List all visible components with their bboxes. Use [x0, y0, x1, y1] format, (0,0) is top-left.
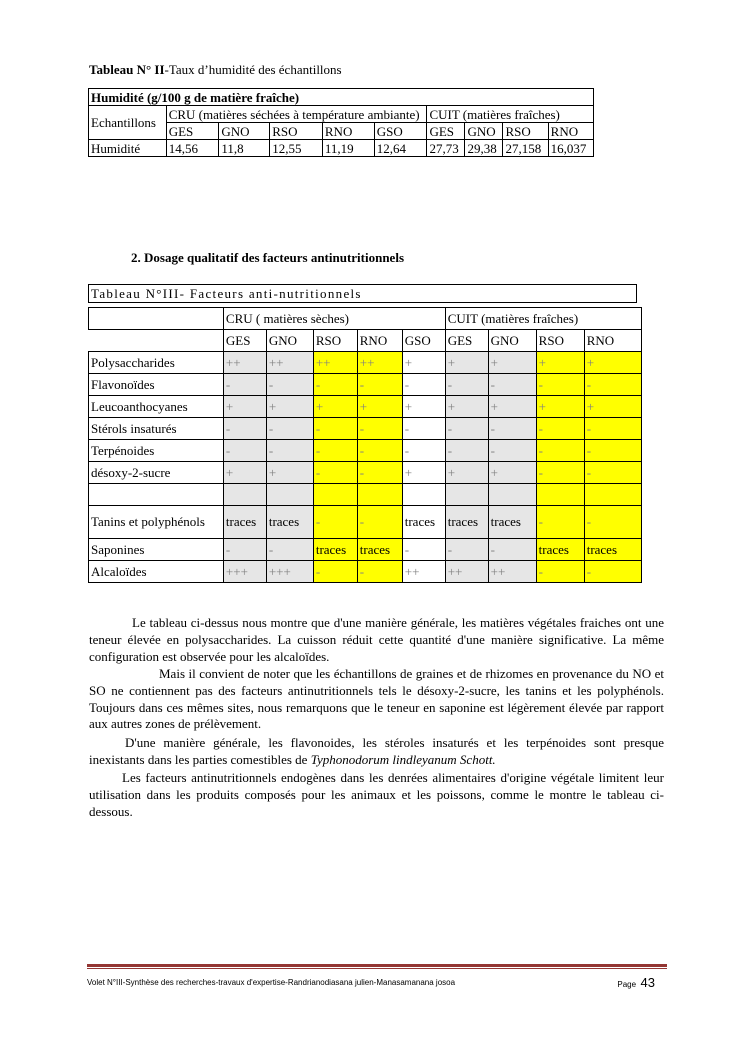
table3-row-label: Leucoanthocyanes [89, 396, 224, 418]
table3-cell: - [445, 418, 488, 440]
table3-row [89, 396, 642, 418]
table3-cell: - [536, 440, 584, 462]
table3-row-label: Saponines [89, 539, 224, 561]
table3-cell [223, 484, 266, 506]
table3-cell: - [445, 440, 488, 462]
antinutrition-table [88, 307, 642, 583]
humidity-col-header: RSO [270, 123, 323, 140]
footer-text: Volet N°III-Synthèse des recherches-travaux d'expertise-Randrianodiasana julien-Manasamanana josoa [87, 978, 456, 987]
table3-col-header: GNO [488, 330, 536, 352]
humidity-table [88, 88, 594, 157]
table2-caption-rest: -Taux d’humidité des échantillons [164, 62, 342, 77]
table3-cell: - [357, 506, 402, 539]
table3-cell: ++ [357, 352, 402, 374]
table3-col-header: RNO [357, 330, 402, 352]
table3-cell: - [584, 440, 641, 462]
table3-group-row [89, 308, 642, 330]
table3-cell: traces [536, 539, 584, 561]
table3-cell: + [402, 396, 445, 418]
table3-row-label: Stérols insaturés [89, 418, 224, 440]
table3-cell: + [223, 396, 266, 418]
table3-col-header: RNO [584, 330, 641, 352]
table3-cell: - [357, 374, 402, 396]
table3-cell: - [223, 374, 266, 396]
table3-row-label: Flavonoïdes [89, 374, 224, 396]
table3-title: Tableau N°III- Facteurs anti-nutritionnels [88, 284, 637, 303]
table3-cell: - [584, 462, 641, 484]
page-number-value: 43 [640, 975, 655, 990]
table3-cell: ++ [266, 352, 313, 374]
page-number [617, 975, 655, 990]
table3-cell: + [402, 352, 445, 374]
table3-col-header: GNO [266, 330, 313, 352]
paragraph-4: Les facteurs antinutritionnels endogènes dans les denrées alimentaires d'origine végétale limitent leur utilisation dans les produits composés pour les animaux et les poissons, comme le montre le tableau ci-dessous. [89, 770, 664, 819]
table3-cell: + [445, 352, 488, 374]
table3-cell: + [445, 396, 488, 418]
humidity-col-header: GES [166, 123, 219, 140]
table3-cell: - [266, 539, 313, 561]
humidity-value: 11,8 [219, 140, 270, 157]
table3-cell [313, 484, 357, 506]
table3-cell: + [445, 462, 488, 484]
table3-row [89, 374, 642, 396]
humidity-value: 12,64 [374, 140, 427, 157]
table3-columns-row [89, 330, 642, 352]
humidity-values-row [89, 140, 594, 157]
paragraph-2: Mais il convient de noter que les échantillons de graines et de rhizomes en provenance du NO et SO ne contiennent pas des facteurs antinutritionnels tels le désoxy-2-sucre, les tanins et les polyphénols. Toujours dans ces mêmes sites, nous remarquons que le teneur en saponine est légèrement élevée par rapport aux autres zones de prélèvement. [89, 666, 664, 732]
humidity-col-header: RNO [548, 123, 593, 140]
table3-empty-corner [89, 308, 224, 330]
table3-cell: - [402, 374, 445, 396]
table3-cell [445, 484, 488, 506]
table3-cell: - [445, 539, 488, 561]
table3-row-label: Tanins et polyphénols [89, 506, 224, 539]
table3-cell: - [313, 561, 357, 583]
humidity-value: 16,037 [548, 140, 593, 157]
humidity-value: 11,19 [322, 140, 374, 157]
humidity-col-header: RNO [322, 123, 374, 140]
table3-cell: traces [266, 506, 313, 539]
table3-cell: - [584, 561, 641, 583]
table3-cell: - [536, 374, 584, 396]
table3-cell: - [584, 418, 641, 440]
table3-cell: traces [223, 506, 266, 539]
table3-row-label: Polysaccharides [89, 352, 224, 374]
footer-rule [87, 964, 667, 969]
table3-cell: - [536, 462, 584, 484]
table3-cell [266, 484, 313, 506]
humidity-col-header: GNO [219, 123, 270, 140]
table3-cell: - [536, 418, 584, 440]
table3-cell: + [266, 396, 313, 418]
table3-cell: +++ [266, 561, 313, 583]
table3-cell: - [488, 440, 536, 462]
humidity-col-header: GES [427, 123, 465, 140]
table3-cell: - [357, 462, 402, 484]
humidity-value: 27,158 [503, 140, 548, 157]
table3-row [89, 539, 642, 561]
table3-cell: + [536, 352, 584, 374]
table3-cru-label: CRU ( matières sèches) [223, 308, 445, 330]
table3-cell: + [584, 352, 641, 374]
table3-cell: traces [584, 539, 641, 561]
table3-cell: - [223, 440, 266, 462]
section-heading: 2. Dosage qualitatif des facteurs antinutritionnels [131, 250, 404, 265]
table3-cell: + [488, 352, 536, 374]
table3-row [89, 440, 642, 462]
table3-cell: - [223, 539, 266, 561]
table3-cell: - [584, 506, 641, 539]
page-label: Page [617, 980, 637, 989]
table3-cell: traces [402, 506, 445, 539]
table3-cell [402, 484, 445, 506]
table3-row [89, 352, 642, 374]
table3-cell: + [402, 462, 445, 484]
table3-cell: + [223, 462, 266, 484]
table3-cell: - [536, 561, 584, 583]
table3-row [89, 418, 642, 440]
humidity-value: 29,38 [465, 140, 503, 157]
table3-row-label: Terpénoides [89, 440, 224, 462]
table3-cell: - [445, 374, 488, 396]
table3-cell: - [266, 440, 313, 462]
paragraph-3 [89, 735, 664, 769]
table3-row-label: désoxy-2-sucre [89, 462, 224, 484]
humidity-value: 14,56 [166, 140, 219, 157]
table3-row-label: Alcaloïdes [89, 561, 224, 583]
table3-cell: - [357, 561, 402, 583]
cru-label: CRU (matières séchées à température ambiante) [166, 106, 427, 123]
table3-col-header: RSO [313, 330, 357, 352]
table3-row [89, 561, 642, 583]
humidity-col-header: RSO [503, 123, 548, 140]
table3-cell: traces [488, 506, 536, 539]
humidite-label: Humidité [89, 140, 167, 157]
table3-cell: + [584, 396, 641, 418]
table3-empty-col [89, 330, 224, 352]
table3-cell: + [488, 396, 536, 418]
humidity-value: 12,55 [270, 140, 323, 157]
table3-cell [584, 484, 641, 506]
table3-col-header: GES [223, 330, 266, 352]
table3-cell: ++ [445, 561, 488, 583]
table3-cell: traces [313, 539, 357, 561]
paragraph-1: Le tableau ci-dessus nous montre que d'une manière générale, les matières végétales fraiches ont une teneur élevée en polysaccharides. La cuisson réduit cette quantité d'une manière significative. La même configuration est observée pour les alcaloïdes. [89, 615, 664, 664]
table3-cell [488, 484, 536, 506]
table3-cell: - [488, 374, 536, 396]
humidity-value: 27,73 [427, 140, 465, 157]
table3-cell: + [488, 462, 536, 484]
table3-cell: - [488, 418, 536, 440]
table3-row [89, 506, 642, 539]
table3-cell: - [313, 374, 357, 396]
table3-cell: + [313, 396, 357, 418]
echantillons-label: Echantillons [89, 106, 167, 140]
table3-cell: - [313, 462, 357, 484]
humidity-col-header: GNO [465, 123, 503, 140]
table3-cell: + [357, 396, 402, 418]
table3-cell: - [584, 374, 641, 396]
table3-cell: traces [445, 506, 488, 539]
table3-cell: + [536, 396, 584, 418]
table3-cell: + [266, 462, 313, 484]
table3-cell: - [266, 418, 313, 440]
table3-cell: ++ [488, 561, 536, 583]
table3-row-label [89, 484, 224, 506]
table3-row [89, 484, 642, 506]
table3-row [89, 462, 642, 484]
species-name: Typhonodorum lindleyanum Schott. [310, 751, 496, 767]
table3-col-header: GSO [402, 330, 445, 352]
table3-cell: ++ [313, 352, 357, 374]
table3-cell: ++ [223, 352, 266, 374]
table3-cell: ++ [402, 561, 445, 583]
table3-cuit-label: CUIT (matières fraîches) [445, 308, 641, 330]
table3-cell: - [402, 440, 445, 462]
table3-cell: - [313, 506, 357, 539]
table3-cell: +++ [223, 561, 266, 583]
paragraph-3-text: D'une manière générale, les flavonoides, les stéroles insaturés et les terpénoides sont presque inexistants dans les parties comestibles de [89, 735, 664, 767]
table3-cell: - [266, 374, 313, 396]
table3-cell: - [357, 418, 402, 440]
table3-cell [357, 484, 402, 506]
table3-col-header: RSO [536, 330, 584, 352]
table3-cell: - [357, 440, 402, 462]
table3-cell: - [536, 506, 584, 539]
table3-cell: - [488, 539, 536, 561]
table3-cell: - [402, 418, 445, 440]
humidity-table-header: Humidité (g/100 g de matière fraîche) [89, 89, 594, 106]
table3-cell: - [313, 418, 357, 440]
cuit-label: CUIT (matières fraîches) [427, 106, 594, 123]
table2-caption [89, 62, 342, 78]
footer [87, 975, 667, 990]
table3-cell [536, 484, 584, 506]
table3-cell: traces [357, 539, 402, 561]
table3-cell: - [402, 539, 445, 561]
table3-cell: - [313, 440, 357, 462]
table2-caption-bold: Tableau N° II [89, 62, 165, 77]
table3-col-header: GES [445, 330, 488, 352]
humidity-col-header: GSO [374, 123, 427, 140]
table3-cell: - [223, 418, 266, 440]
